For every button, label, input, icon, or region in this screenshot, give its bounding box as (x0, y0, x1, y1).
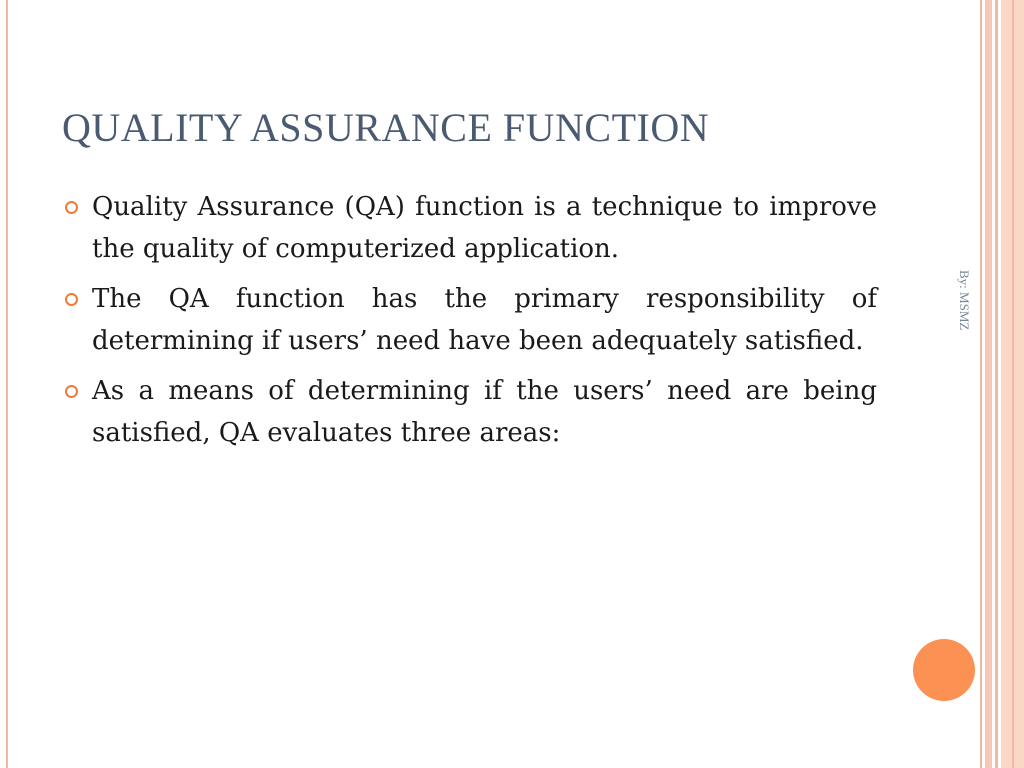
author-credit: By: MSMZ (957, 270, 972, 331)
border-stripe (1012, 0, 1014, 768)
hollow-circle-icon (65, 385, 78, 398)
bullet-item (62, 370, 877, 454)
border-stripe (980, 0, 982, 768)
bullet-text: As a means of determining if the users’ need are being satisfied, QA evaluates three areas: (92, 376, 877, 448)
left-border-line (6, 0, 8, 768)
bullet-item (62, 278, 877, 362)
filled-circle-icon (913, 639, 975, 701)
slide-title: QUALITY ASSURANCE FUNCTION (62, 105, 710, 150)
border-stripe (985, 0, 992, 768)
bullet-text: Quality Assurance (QA) function is a technique to improve the quality of computerized application. (92, 192, 877, 264)
bullet-text: The QA function has the primary responsibility of determining if users’ need have been adequately satisfied. (92, 284, 877, 356)
border-stripe (995, 0, 998, 768)
bullet-item (62, 186, 877, 270)
hollow-circle-icon (65, 293, 78, 306)
hollow-circle-icon (65, 201, 78, 214)
bullet-list (62, 186, 877, 462)
